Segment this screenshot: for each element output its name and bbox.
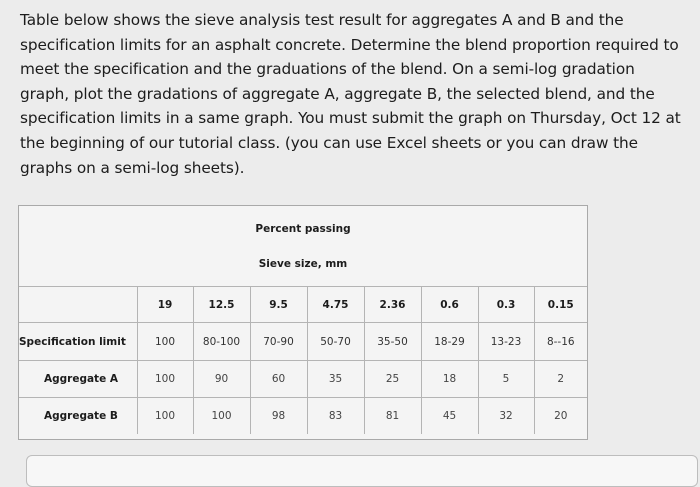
- table-cell: 20: [534, 398, 587, 435]
- sieve-size-cell: 19: [137, 287, 193, 323]
- table-cell: 35: [307, 361, 364, 398]
- table-cell: 2: [534, 361, 587, 398]
- table-cell: 80-100: [193, 323, 250, 361]
- table-cell: 5: [478, 361, 534, 398]
- table-grid: [19, 286, 587, 434]
- table-row-aggregate-a: [19, 361, 587, 398]
- table-cell: 32: [478, 398, 534, 435]
- table-cell: 98: [250, 398, 307, 435]
- table-cell: 100: [137, 398, 193, 435]
- table-cell: 25: [364, 361, 421, 398]
- table-cell: 100: [137, 361, 193, 398]
- table-cell: 18-29: [421, 323, 478, 361]
- answer-box[interactable]: [26, 455, 698, 487]
- sieve-size-row: [19, 287, 587, 323]
- table-cell: 100: [193, 398, 250, 435]
- table-row-specification: [19, 323, 587, 361]
- question-text: Table below shows the sieve analysis test result for aggregates A and B and the specification limits for an asphalt concrete. Determine the blend proportion required to meet the specification and the graduations of the blend. On a semi-log gradation graph, plot the gradations of aggregate A, aggregate B, the selected blend, and the specification limits in a same graph. You must submit the graph on Thursday, Oct 12 at the beginning of our tutorial class. (you can use Excel sheets or you can draw the graphs on a semi-log sheets).: [20, 11, 681, 177]
- table-subtitle: Sieve size, mm: [258, 258, 348, 270]
- header-empty-cell: [19, 287, 137, 323]
- row-label: Aggregate B: [19, 398, 137, 435]
- sieve-analysis-table: [18, 205, 588, 440]
- table-cell: 100: [137, 323, 193, 361]
- table-title: Percent passing: [255, 223, 351, 235]
- table-cell: 90: [193, 361, 250, 398]
- table-cell: 8--16: [534, 323, 587, 361]
- sieve-size-cell: 9.5: [250, 287, 307, 323]
- table-cell: 35-50: [364, 323, 421, 361]
- sieve-size-cell: 0.15: [534, 287, 587, 323]
- table-cell: 45: [421, 398, 478, 435]
- row-label: Specification limit: [19, 323, 137, 361]
- sieve-size-cell: 12.5: [193, 287, 250, 323]
- table-row-aggregate-b: [19, 398, 587, 435]
- table-cell: 50-70: [307, 323, 364, 361]
- sieve-size-cell: 2.36: [364, 287, 421, 323]
- sieve-size-cell: 4.75: [307, 287, 364, 323]
- table-cell: 18: [421, 361, 478, 398]
- row-label: Aggregate A: [19, 361, 137, 398]
- sieve-size-cell: 0.6: [421, 287, 478, 323]
- table-cell: 70-90: [250, 323, 307, 361]
- table-cell: 81: [364, 398, 421, 435]
- sieve-size-cell: 0.3: [478, 287, 534, 323]
- table-cell: 83: [307, 398, 364, 435]
- table-cell: 60: [250, 361, 307, 398]
- table-cell: 13-23: [478, 323, 534, 361]
